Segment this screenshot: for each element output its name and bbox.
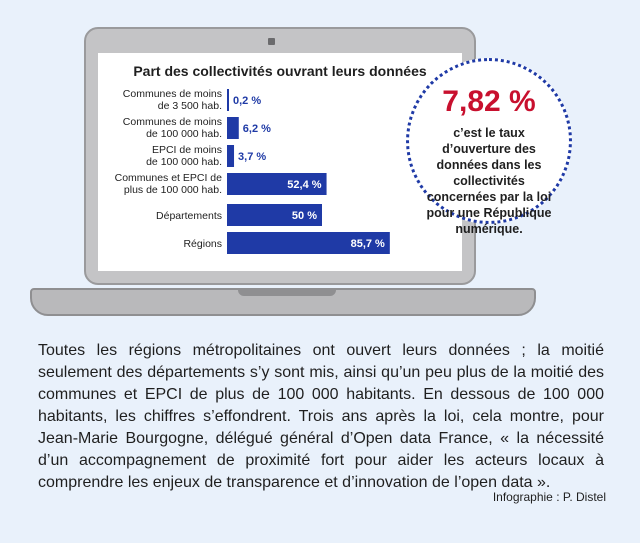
category-label-2: EPCI de moins de 100 000 hab. xyxy=(146,144,222,168)
laptop-base xyxy=(30,288,536,316)
category-label-1: Communes de moins de 100 000 hab. xyxy=(122,116,222,140)
bar-1 xyxy=(227,117,239,139)
bar-value-label-2: 3,7 % xyxy=(238,151,267,163)
category-label-5: Régions xyxy=(183,238,222,250)
category-label-4: Départements xyxy=(156,210,222,222)
laptop-notch xyxy=(238,288,336,296)
bar-value-label-1: 6,2 % xyxy=(242,123,271,135)
chart-panel xyxy=(98,53,462,271)
badge-text: c’est le taux d’ouverture des données dans les collectivités concernées par la loi pour une République numérique. xyxy=(426,126,552,236)
camera-icon xyxy=(268,38,275,45)
category-label-3: Communes et EPCI de plus de 100 000 hab. xyxy=(114,172,222,196)
chart-title: Part des collectivités ouvrant leurs données xyxy=(133,63,427,79)
badge-value: 7,82 % xyxy=(442,85,536,118)
bar-chart xyxy=(98,53,462,271)
bar-value-label-4: 50 % xyxy=(291,210,317,222)
bar-value-label-0: 0,2 % xyxy=(233,95,262,107)
credit-line: Infographie : P. Distel xyxy=(492,490,606,504)
category-label-0: Communes de moins de 3 500 hab. xyxy=(122,88,222,112)
body-paragraph: Toutes les régions métropolitaines ont ouvert leurs données ; la moitié seulement des départements s’y sont mis, ainsi qu’un peu plus de la moitié des communes et EPCI de plus de 100 000 habitants. En dessous de 100 000 habitants, les chiffres s’effondrent. Trois ans après la loi, cela montre, pour Jean-Marie Bourgogne, délégué général d’Open data France, « la nécessité d’un accompagnement de proximité fort pour aider les acteurs locaux à comprendre les enjeux de transparence et d’innovation de l’open data ». xyxy=(38,342,604,491)
bar-value-label-3: 52,4 % xyxy=(287,179,322,191)
bar-2 xyxy=(227,145,234,167)
bar-0 xyxy=(227,89,229,111)
stat-badge xyxy=(406,58,572,236)
bar-value-label-5: 85,7 % xyxy=(350,238,385,250)
